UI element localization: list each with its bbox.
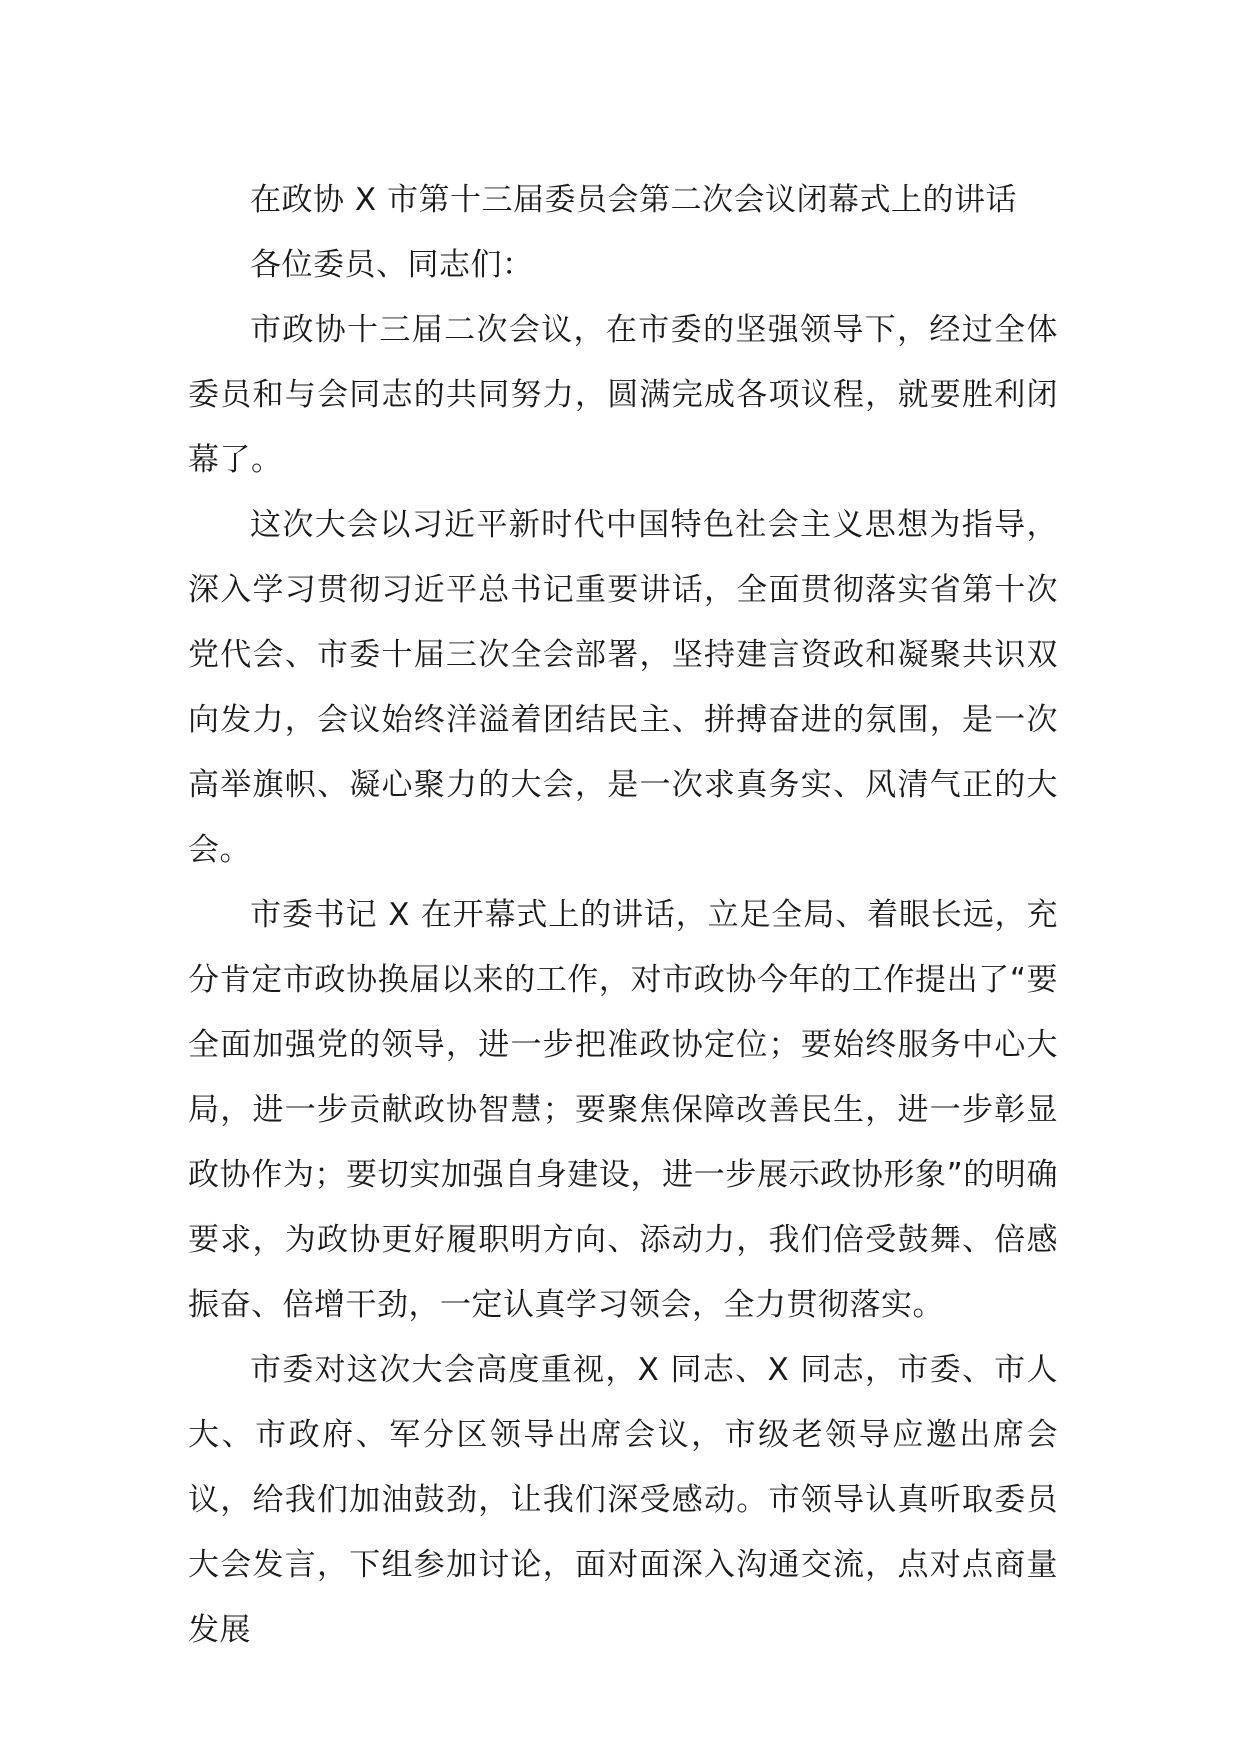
document-body (188, 168, 1058, 1663)
paragraph: 市委书记 X 在开幕式上的讲话，立足全局、着眼长远，充分肯定市政协换届以来的工作，对市政协今年的工作提出了“要全面加强党的领导，进一步把准政协定位；要始终服务中心大局，进一步贡献政协智慧；要聚焦保障改善民生，进一步彰显政协作为；要切实加强自身建设，进一步展示政协形象”的明确要求，为政协更好履职明方向、添动力，我们倍受鼓舞、倍感振奋、倍增干劲，一定认真学习领会，全力贯彻落实。 (188, 897, 1058, 1323)
paragraph: 这次大会以习近平新时代中国特色社会主义思想为指导，深入学习贯彻习近平总书记重要讲话，全面贯彻落实省第十次党代会、市委十届三次全会部署，坚持建言资政和凝聚共识双向发力，会议始终洋溢着团结民主、拼搏奋进的氛围，是一次高举旗帜、凝心聚力的大会，是一次求真务实、风清气正的大会。 (188, 507, 1058, 868)
paragraph: 市委对这次大会高度重视，X 同志、X 同志，市委、市人大、市政府、军分区领导出席会议，市级老领导应邀出席会议，给我们加油鼓劲，让我们深受感动。市领导认真听取委员大会发言，下组参加讨论，面对面深入沟通交流，点对点商量发展 (188, 1352, 1058, 1648)
document-title: 在政协 X 市第十三届委员会第二次会议闭幕式上的讲话 (250, 182, 1017, 218)
paragraph: 市政协十三届二次会议，在市委的坚强领导下，经过全体委员和与会同志的共同努力，圆满完成各项议程，就要胜利闭幕了。 (188, 312, 1058, 478)
salutation: 各位委员、同志们： (250, 247, 534, 283)
